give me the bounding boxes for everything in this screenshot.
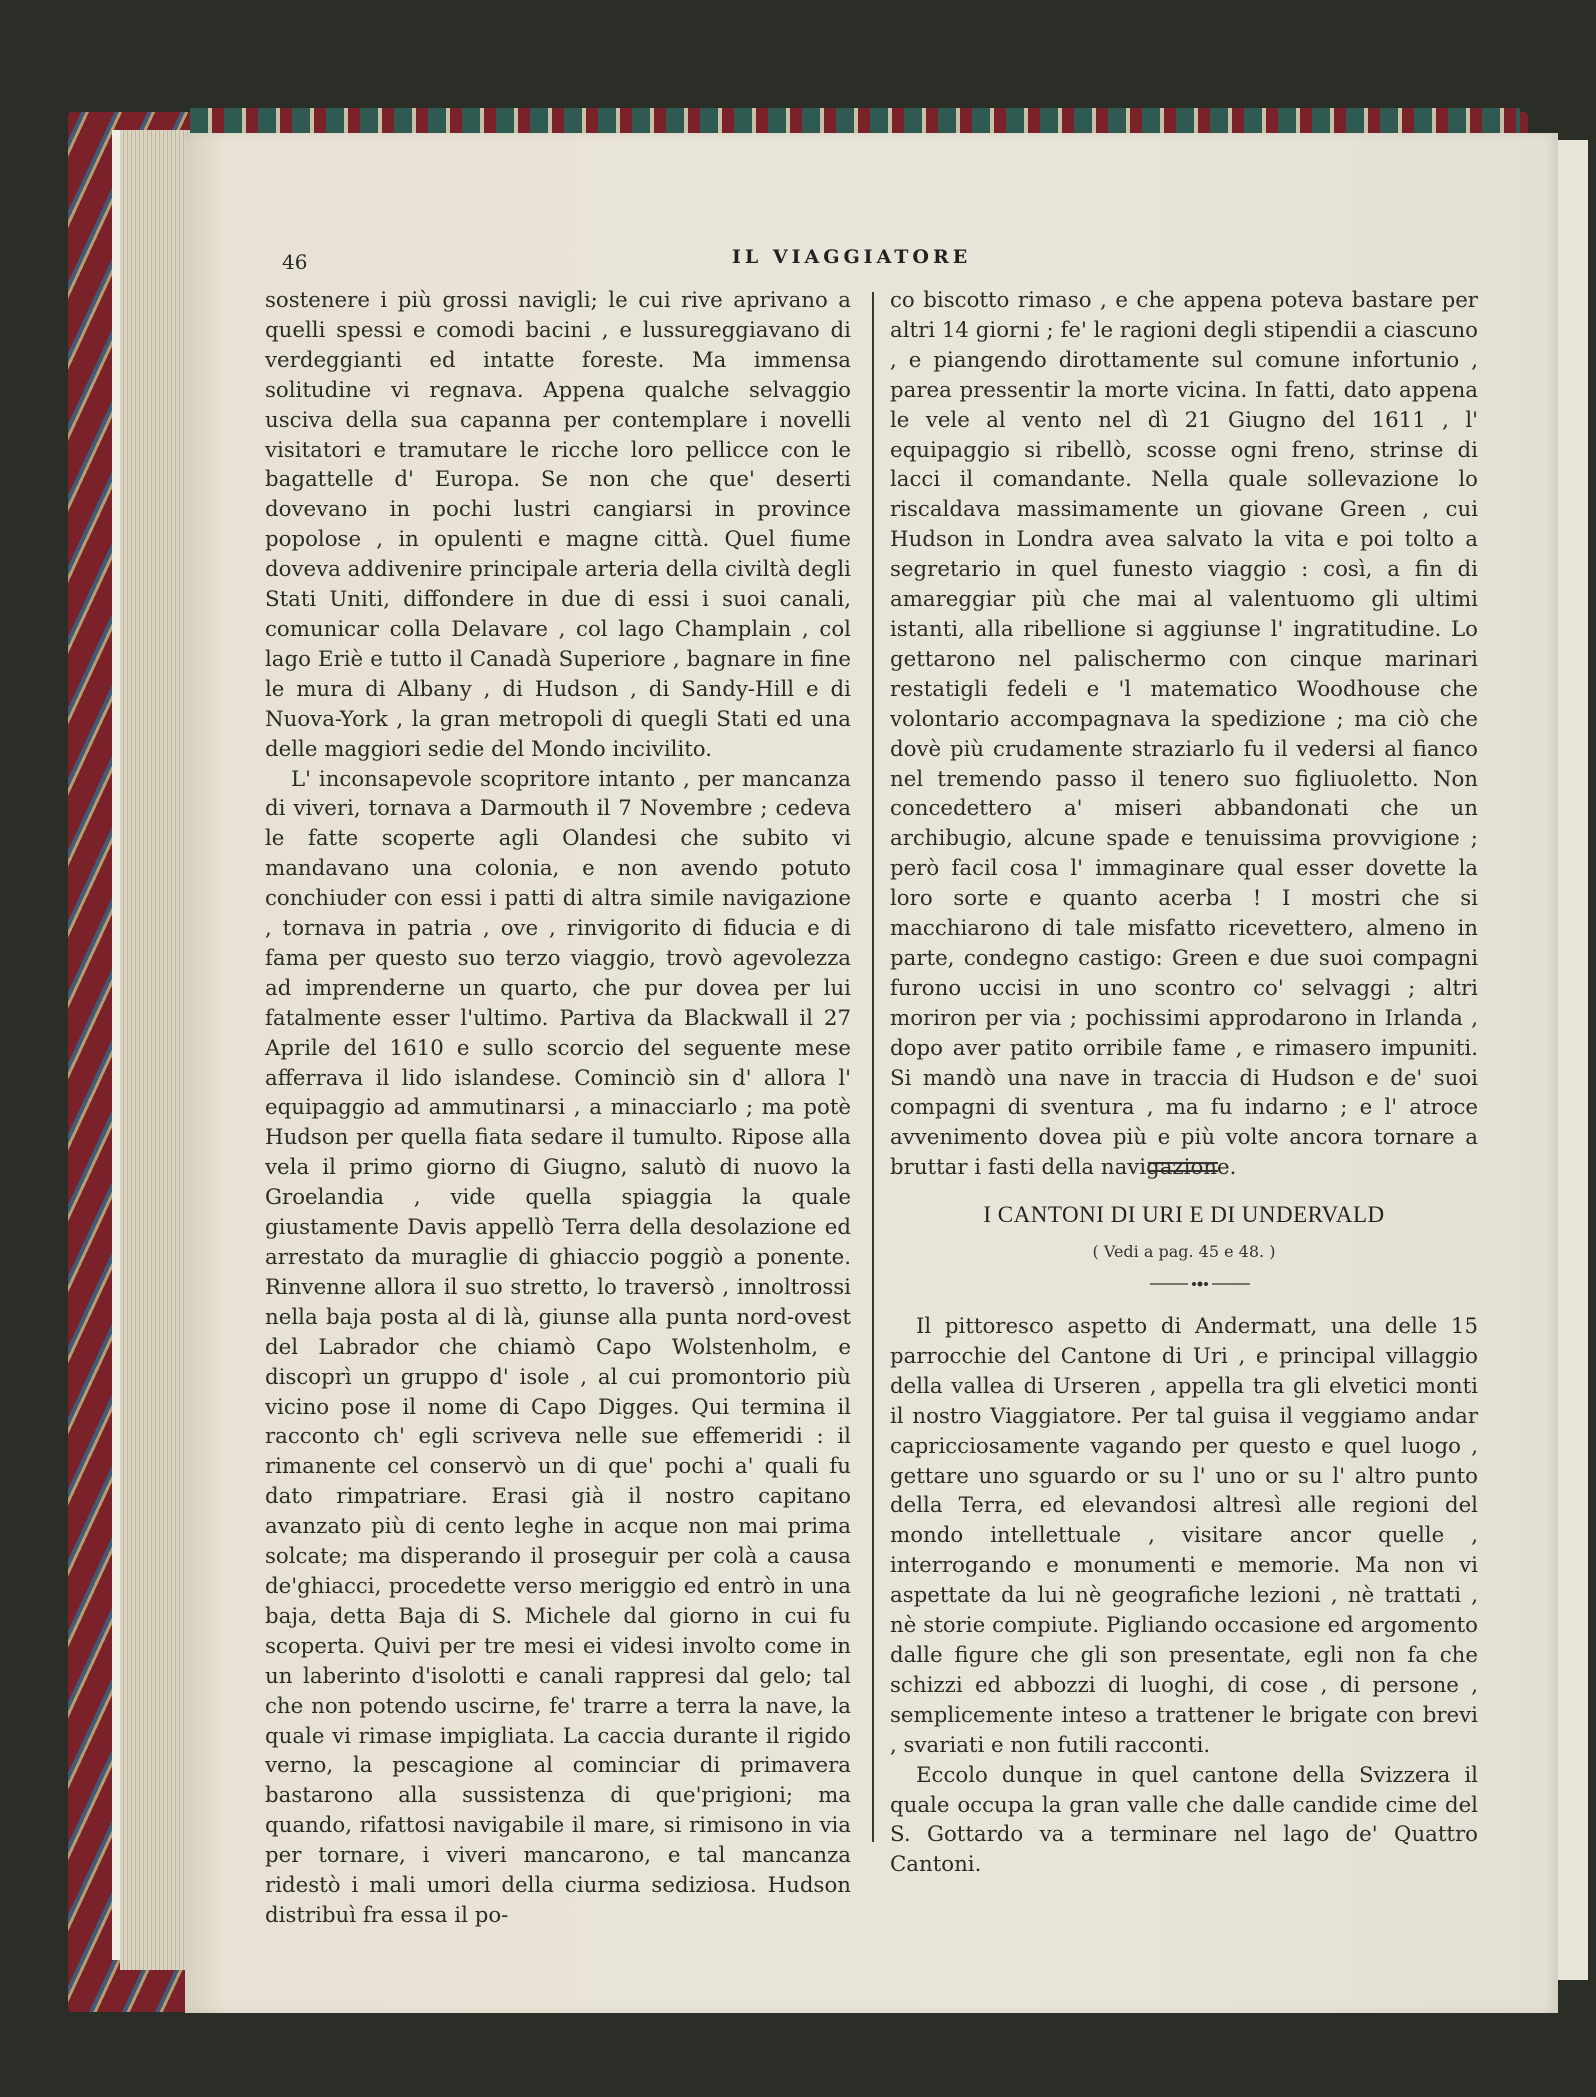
column-divider <box>872 292 874 1842</box>
running-title: IL VIAGGIATORE <box>732 246 972 268</box>
right-column <box>890 286 1478 1183</box>
left-paragraph-2: L' inconsapevole scopritore intanto , per mancanza di viveri, tornava a Darmouth il 7 Novembre ; cedeva le fatte scoperte agli Olandesi che subito vi mandavano una colonia, e non avendo potuto conchiuder con essi i patti di altra simile navigazione , tornava in patria , ove , rinvigorito di fiducia e di fama per questo suo terzo viaggio, trovò agevolezza ad imprenderne un quarto, che pur dovea per lui fatalmente esser l'ultimo. Partiva da Blackwall il 27 Aprile del 1610 e sullo scorcio del seguente mese afferrava il lido islandese. Cominciò sin d' allora l' equipaggio ad ammutinarsi , a minacciarlo ; ma potè Hudson per quella fiata sedare il tumulto. Ripose alla vela il primo giorno di Giugno, salutò di nuovo la Groelandia , vide quella spiaggia la quale giustamente Davis appellò Terra della desolazione ed arrestato da muraglie di ghiaccio poggiò a ponente. Rinvenne allora il suo stretto, lo traversò , innoltrossi nella baja posta al di là, giunse alla punta nord-ovest del Labrador che chiamò Capo Wolstenholm, e discoprì un gruppo d' isole , al cui promontorio più vicino pose il nome di Capo Digges. Qui termina il racconto ch' egli scriveva nelle sue effemeridi : il rimanente cel conservò un di que' pochi a' quali fu dato rimpatriare. Erasi già il nostro capitano avanzato più di cento leghe in acque non mai prima solcate; ma disperando il proseguir per colà a causa de'ghiacci, procedette verso meriggio ed entrò in una baja, detta Baja di S. Michele dal giorno in cui fu scoperta. Quivi per tre mesi ei videsi involto come in un laberinto d'isolotti e canali rappresi dal gelo; tal che non potendo uscirne, fe' trarre a terra la nave, la quale vi rimase impigliata. La caccia durante il rigido verno, la pescagione al cominciar di primavera bastarono alla sussistenza di que'prigioni; ma quando, rifattosi navigabile il mare, si rimisono in via per tornare, i viveri mancarono, e tal mancanza ridestò i mali umori della ciurma sediziosa. Hudson distribuì fra essa il po- <box>265 766 851 1928</box>
right-paragraph-2: Il pittoresco aspetto di Andermatt, una delle 15 parrocchie del Cantone di Uri , e principal villaggio della vallea di Urseren , appella tra gli elvetici monti il nostro Viaggiatore. Per tal guisa il veggiamo andar capricciosamente vagando per questo e quel luogo , gettare uno sguardo or su l' uno or su l' altro punto della Terra, ed elevandosi altresì alle regioni del mondo intellettuale , visitare ancor quelle , interrogando e monumenti e memorie. Ma non vi aspettate da lui nè geografiche lezioni , nè trattati , nè storie compiute. Pigliando occasione ed argomento dalle figure che gli son presentate, egli non fa che schizzi ed abbozzi di luoghi, di cose , di persone , semplicemente inteso a trattener le brigate con brevi , svariati e non futili racconti. <box>890 1314 1478 1758</box>
left-paragraph-1: sostenere i più grossi navigli; le cui rive aprivano a quelli spessi e comodi bacini , e lussureggiavano di verdeggianti ed intatte foreste. Ma immensa solitudine vi regnava. Appena qualche selvaggio usciva della sua capanna per contemplare i novelli visitatori e tramutare le ricche loro pellicce con le bagattelle d' Europa. Se non che que' deserti dovevano in pochi lustri cangiarsi in province popolose , in opulenti e magne città. Quel fiume doveva addivenire principale arteria della civiltà degli Stati Uniti, diffondere in due di essi i suoi canali, comunicar colla Delavare , col lago Champlain , col lago Eriè e tutto il Canadà Superiore , bagnare in fine le mura di Albany , di Hudson , di Sandy-Hill e di Nuova-York , la gran metropoli di quegli Stati ed una delle maggiori sedie del Mondo incivilito. <box>265 288 851 762</box>
marbled-edge <box>190 108 1520 134</box>
left-column <box>265 286 851 1931</box>
right-column-section <box>890 1312 1478 1880</box>
page-stack <box>120 130 190 1970</box>
right-paragraph-3: Eccolo dunque in quel cantone della Svizzera il quale occupa la gran valle che dalle candide cime del S. Gottardo va a terminare nel lago de' Quattro Cantoni. <box>890 1762 1478 1878</box>
right-paragraph-1: co biscotto rimaso , e che appena poteva bastare per altri 14 giorni ; fe' le ragioni degli stipendii a ciascuno , e piangendo dirottamente sul comune infortunio , parea pressentir la morte vicina. In fatti, dato appena le vele al vento nel dì 21 Giugno del 1611 , l' equipaggio si ribellò, scosse ogni freno, strinse di lacci il comandante. Nella quale sollevazione lo riscaldava massimamente un giovane Green , cui Hudson in Londra avea salvato la vita e poi tolto a segretario in quel funesto viaggio : così, a fin di amareggiar più che mai al valentuomo gli ultimi istanti, alla ribellione si aggiunse l' ingratitudine. Lo gettarono nel palischermo con cinque marinari restatigli fedeli e 'l matematico Woodhouse che volontario accompagnava la spedizione ; ma ciò che dovè più crudamente straziarlo fu il vedersi al fianco nel tremendo passo il tenero suo figliuoletto. Non concedettero a' miseri abbandonati che un archibugio, alcune spade e tenuissima provvigione ; però facil cosa l' immaginare qual esser dovette la loro sorte e quanto acerba ! I mostri che si macchiarono di tale misfatto ricevettero, almeno in parte, condegno castigo: Green e due suoi compagni furono uccisi in uno scontro co' selvaggi ; altri moriron per via ; pochissimi approdarono in Irlanda , dopo aver patito orribile fame , e rimasero impuniti. Si mandò una nave in traccia di Hudson e de' suoi compagni di sventura , ma fu indarno ; e l' atroce avvenimento dovea più e più volte ancora tornare a bruttar i fasti della navigazione. <box>890 288 1478 1181</box>
section-subtitle: ( Vedi a pag. 45 e 48. ) <box>1092 1242 1276 1261</box>
right-margin <box>1558 140 1588 1980</box>
page-number: 46 <box>282 250 308 274</box>
section-rule <box>1148 1162 1218 1172</box>
ornament-rule <box>1150 1280 1250 1288</box>
section-title: I CANTONI DI URI E DI UNDERVALD <box>983 1202 1385 1227</box>
